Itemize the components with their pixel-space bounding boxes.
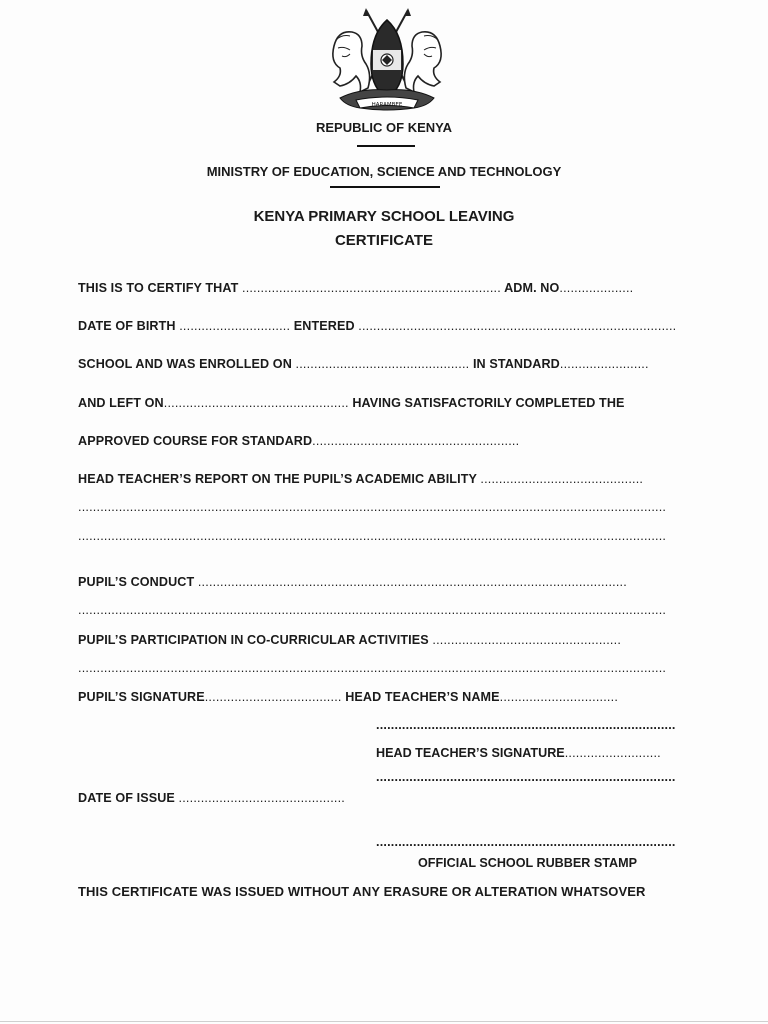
head-teacher-signature-field-line-2[interactable]: ................................................................................. (376, 770, 676, 784)
dob-label: DATE OF BIRTH (78, 319, 180, 333)
certify-label: THIS IS TO CERTIFY THAT (78, 281, 243, 295)
head-teacher-signature-line (376, 746, 696, 760)
enrolled-date-field[interactable]: ............................................... (295, 357, 470, 371)
heading-rule-1 (357, 145, 415, 147)
ministry-heading: MINISTRY OF EDUCATION, SCIENCE AND TECHNOLOGY (206, 164, 562, 179)
cocurricular-field-line-2[interactable]: ............................................................................................................................................................... (78, 661, 667, 675)
dob-line (78, 319, 696, 333)
conduct-label: PUPIL’S CONDUCT (78, 575, 198, 589)
cocurricular-label: PUPIL’S PARTICIPATION IN CO-CURRICULAR ACTIVITIES (78, 633, 433, 647)
head-teacher-signature-field[interactable]: .......................... (564, 746, 661, 760)
country-heading: REPUBLIC OF KENYA (315, 120, 453, 135)
date-of-issue-field[interactable]: ............................................. (178, 791, 345, 805)
head-teacher-name-field[interactable]: ................................ (499, 690, 619, 704)
adm-no-label: ADM. NO (500, 281, 560, 295)
date-of-issue-label: DATE OF ISSUE (78, 791, 179, 805)
kenya-coat-of-arms-icon (322, 6, 452, 116)
report-field-line-3[interactable]: ............................................................................................................................................................... (78, 529, 667, 543)
report-field-line-2[interactable]: ............................................................................................................................................................... (78, 500, 667, 514)
left-on-label: AND LEFT ON (78, 396, 164, 410)
left-line (78, 396, 696, 410)
course-label: APPROVED COURSE FOR STANDARD (78, 434, 313, 448)
dob-field[interactable]: .............................. (179, 319, 291, 333)
enrolled-line (78, 357, 696, 371)
cocurricular-line (78, 633, 696, 647)
standard-field[interactable]: ........................ (559, 357, 649, 371)
report-label: HEAD TEACHER’S REPORT ON THE PUPIL’S ACADEMIC ABILITY (78, 472, 481, 486)
certify-line (78, 281, 696, 295)
head-teacher-name-field-line-2[interactable]: ................................................................................. (376, 718, 676, 732)
school-stamp-field[interactable]: ................................................................................. (376, 835, 676, 849)
pupil-signature-field[interactable]: ..................................... (204, 690, 342, 704)
emblem-motto: HARAMBEE (371, 102, 403, 108)
head-teacher-name-label: HEAD TEACHER’S NAME (341, 690, 500, 704)
conduct-field-line-2[interactable]: ............................................................................................................................................................... (78, 603, 667, 617)
page-edge (0, 1021, 768, 1022)
pupil-name-field[interactable]: ...................................................................... (242, 281, 501, 295)
cocurricular-field[interactable]: ................................................... (432, 633, 622, 647)
conduct-line (78, 575, 696, 589)
head-teacher-signature-label: HEAD TEACHER’S SIGNATURE (376, 746, 565, 760)
report-field[interactable]: ............................................ (480, 472, 644, 486)
completed-label: HAVING SATISFACTORILY COMPLETED THE (348, 396, 625, 410)
entered-school-field[interactable]: ...................................................................................... (358, 319, 677, 333)
footer-note: THIS CERTIFICATE WAS ISSUED WITHOUT ANY ERASURE OR ALTERATION WHATSOVER (78, 884, 646, 899)
conduct-field[interactable]: .................................................................................................................... (197, 575, 627, 589)
enrolled-label: SCHOOL AND WAS ENROLLED ON (78, 357, 296, 371)
left-date-field[interactable]: .................................................. (163, 396, 349, 410)
pupil-signature-label: PUPIL’S SIGNATURE (78, 690, 205, 704)
report-line (78, 472, 696, 486)
adm-no-field[interactable]: .................... (559, 281, 634, 295)
certificate-title-line2: CERTIFICATE (334, 232, 434, 249)
signature-line (78, 690, 696, 704)
heading-rule-2 (330, 186, 440, 188)
entered-label: ENTERED (290, 319, 359, 333)
school-stamp-label: OFFICIAL SCHOOL RUBBER STAMP (418, 856, 637, 870)
course-standard-field[interactable]: ........................................................ (312, 434, 520, 448)
course-line (78, 434, 696, 448)
certificate-title-line1: KENYA PRIMARY SCHOOL LEAVING (253, 208, 515, 225)
standard-label: IN STANDARD (469, 357, 560, 371)
date-of-issue-line (78, 791, 696, 805)
